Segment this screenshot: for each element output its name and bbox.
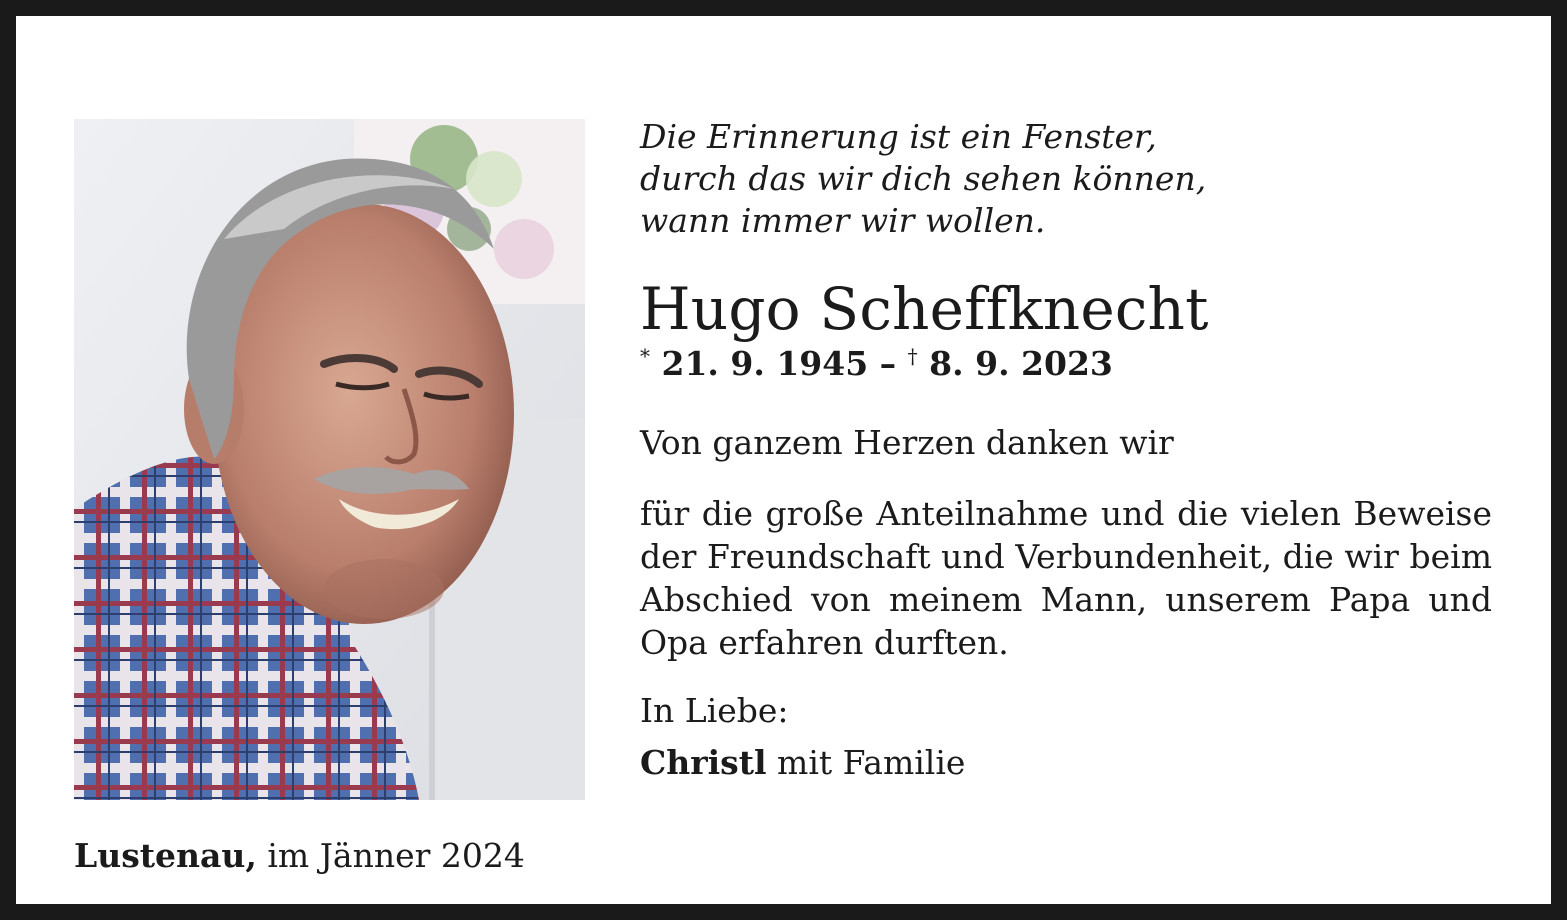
signature	[640, 742, 1492, 784]
birth-symbol: *	[640, 344, 650, 368]
deceased-name: Hugo Scheffknecht	[640, 275, 1209, 343]
location-place: Lustenau,	[74, 836, 257, 875]
quote-line: Die Erinnerung ist ein Fenster,	[640, 117, 1157, 156]
death-date: 8. 9. 2023	[929, 344, 1113, 383]
memorial-quote	[640, 116, 1492, 242]
date-separator: –	[868, 344, 908, 383]
thanks-line: Von ganzem Herzen danken wir	[640, 423, 1174, 462]
death-symbol: †	[907, 344, 918, 368]
location-date	[74, 834, 525, 878]
birth-date: 21. 9. 1945	[661, 344, 869, 383]
signer-name: Christl	[640, 743, 767, 782]
quote-line: wann immer wir wollen.	[640, 201, 1046, 240]
location-date-text: im Jänner 2024	[256, 836, 525, 875]
signer-rest: mit Familie	[766, 743, 966, 782]
life-dates	[640, 344, 1492, 384]
portrait-photo	[74, 119, 585, 800]
closing-line: In Liebe:	[640, 691, 789, 730]
thanks-body: für die große Anteilnahme und die vielen Beweise der Freundschaft und Verbundenheit, die wir beim Abschied von meinem Mann, unserem Papa und Opa erfahren durften.	[640, 494, 1492, 662]
text-column	[640, 116, 1492, 784]
quote-line: durch das wir dich sehen können,	[640, 159, 1207, 198]
